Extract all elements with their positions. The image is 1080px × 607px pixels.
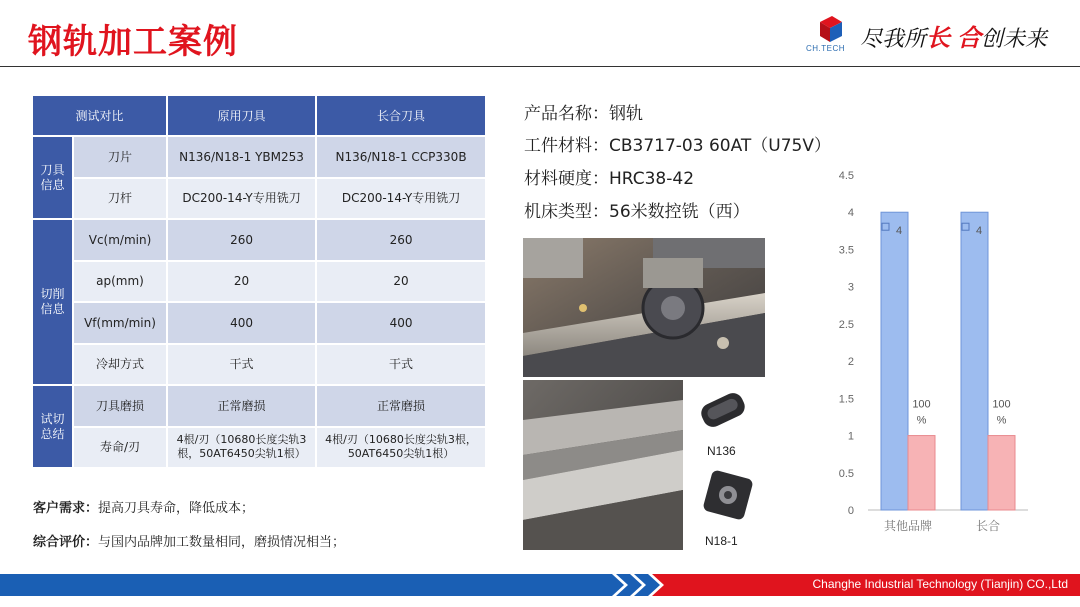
slogan-part-4: 合 <box>957 23 982 52</box>
row-label: ap(mm) <box>73 261 167 303</box>
comparison-table <box>31 94 487 469</box>
data-label: 100 <box>992 398 1011 411</box>
data-label: 4 <box>896 225 903 238</box>
machining-photo <box>523 238 765 377</box>
n18-1-insert-icon <box>693 462 763 530</box>
group-label-tool-info: 刀具信息 <box>32 136 73 219</box>
table-row <box>32 136 486 178</box>
logo-text: CH.TECH <box>806 44 846 53</box>
changhe-value: 20 <box>316 261 486 303</box>
slogan-part-5: 创未来 <box>981 27 1048 52</box>
data-label-unit: % <box>916 414 927 427</box>
group-label-test-summary: 试切总结 <box>32 385 73 468</box>
bar-series-2 <box>908 436 935 510</box>
data-label: 100 <box>912 398 931 411</box>
group-label-cutting-info: 切削信息 <box>32 219 73 385</box>
evaluation-text: 与国内品牌加工数量相同，磨损情况相当； <box>98 535 346 550</box>
table-header-original-tool: 原用刀具 <box>167 95 316 136</box>
y-tick-label: 4 <box>847 207 854 220</box>
y-tick-label: 2 <box>847 356 854 369</box>
x-tick-label: 长合 <box>975 519 1001 533</box>
original-value: 260 <box>167 219 316 261</box>
original-value: 正常磨损 <box>167 385 316 427</box>
info-product-name: 产品名称：钢轨 <box>524 104 643 124</box>
y-tick-label: 3.5 <box>838 244 854 257</box>
overall-evaluation <box>33 531 345 550</box>
row-label: 刀具磨损 <box>73 385 167 427</box>
original-value: 4根/刃（10680长度尖轨3根，50AT6450尖轨1根） <box>167 427 316 469</box>
bar-series-2 <box>988 436 1015 510</box>
slogan-part-3 <box>950 27 957 52</box>
row-label: Vf(mm/min) <box>73 302 167 344</box>
row-label: 刀片 <box>73 136 167 178</box>
customer-requirement <box>33 497 254 516</box>
table-row <box>32 385 486 427</box>
changhe-value: DC200-14-Y专用铣刀 <box>316 178 486 220</box>
y-tick-label: 3 <box>847 281 854 294</box>
table-row <box>32 178 486 220</box>
n136-label: N136 <box>707 444 736 458</box>
tool-life-bar-chart <box>828 165 1038 545</box>
x-tick-label: 其他品牌 <box>883 519 933 533</box>
page-title: 钢轨加工案例 <box>28 22 238 62</box>
row-label: 冷却方式 <box>73 344 167 386</box>
table-header-changhe-tool: 长合刀具 <box>316 95 486 136</box>
y-tick-label: 2.5 <box>838 318 854 331</box>
footer-company-name: Changhe Industrial Technology (Tianjin) CO.,Ltd <box>812 577 1068 591</box>
rail-closeup-photo <box>523 380 683 550</box>
y-tick-label: 0 <box>847 505 854 517</box>
original-value: 干式 <box>167 344 316 386</box>
requirement-label: 客户需求： <box>33 501 99 516</box>
row-label: 寿命/刃 <box>73 427 167 469</box>
slogan-part-2: 长 <box>926 23 951 52</box>
table-row <box>32 302 486 344</box>
y-tick-label: 4.5 <box>838 170 854 182</box>
info-machine-type: 机床类型：56米数控铣（西） <box>524 202 750 222</box>
n136-insert-icon <box>693 382 753 437</box>
table-row <box>32 344 486 386</box>
slogan-part-1: 尽我所 <box>860 27 927 52</box>
original-value: DC200-14-Y专用铣刀 <box>167 178 316 220</box>
data-label-unit: % <box>996 414 1007 427</box>
y-tick-label: 1 <box>847 430 854 443</box>
changhe-value: 260 <box>316 219 486 261</box>
changhe-value: 4根/刃（10680长度尖轨3根，50AT6450尖轨1根） <box>316 427 486 469</box>
row-label: 刀杆 <box>73 178 167 220</box>
y-tick-label: 0.5 <box>838 467 854 480</box>
changhe-value: 400 <box>316 302 486 344</box>
requirement-text: 提高刀具寿命，降低成本； <box>98 501 255 516</box>
table-row <box>32 219 486 261</box>
bar-series-1 <box>881 212 908 510</box>
n18-1-label: N18-1 <box>705 534 738 548</box>
slogan <box>860 18 1047 53</box>
original-value: 400 <box>167 302 316 344</box>
changhe-value: 正常磨损 <box>316 385 486 427</box>
table-row <box>32 261 486 303</box>
data-label: 4 <box>976 225 983 238</box>
row-label: Vc(m/min) <box>73 219 167 261</box>
evaluation-label: 综合评价： <box>33 535 99 550</box>
y-tick-label: 1.5 <box>838 393 854 406</box>
bar-series-1 <box>961 212 988 510</box>
info-material: 工件材料：CB3717-03 60AT（U75V） <box>524 136 831 156</box>
info-hardness: 材料硬度：HRC38-42 <box>524 169 695 189</box>
header-divider <box>0 66 1080 67</box>
original-value: N136/N18-1 YBM253 <box>167 136 316 178</box>
table-row <box>32 427 486 469</box>
changhe-value: 干式 <box>316 344 486 386</box>
changhe-value: N136/N18-1 CCP330B <box>316 136 486 178</box>
original-value: 20 <box>167 261 316 303</box>
table-header-compare: 测试对比 <box>32 95 167 136</box>
